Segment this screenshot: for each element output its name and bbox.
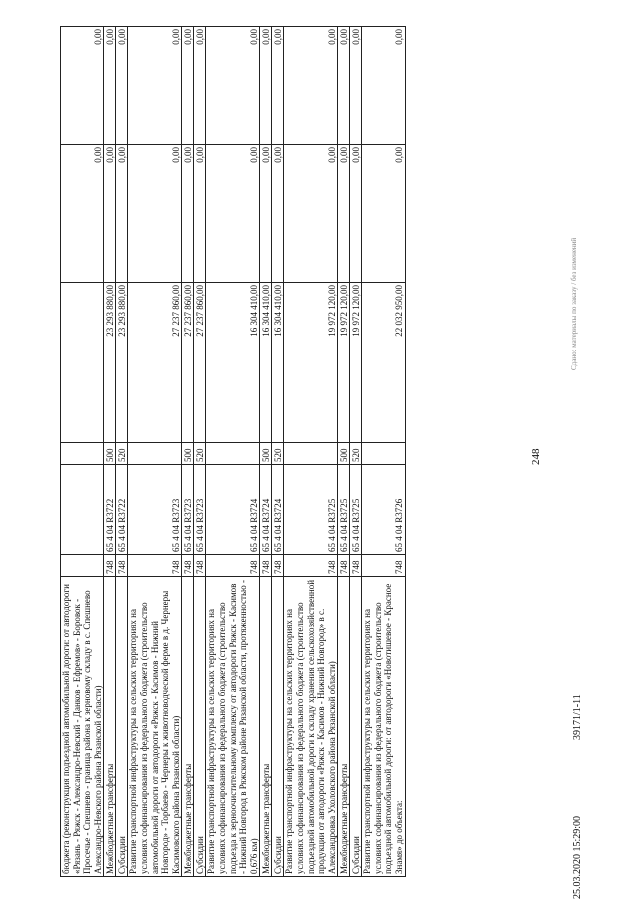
row-name-cell: Межбюджетные трансферты	[104, 577, 116, 877]
amount-2020-cell: 19 972 120,00	[350, 283, 362, 443]
grbs-code-cell: 748	[260, 555, 272, 577]
amount-2021-cell: 0,00	[362, 145, 405, 283]
row-name-cell: бюджета (реконструкция подъездной автомобильной дороги: от автодороги «Рязань - Ряжск - Александро-Невский - Данков - Ефремов» - Боровок - Просечье - Спешнево - граница района к зерновому складу в с. Спешнево Александро-Невского района Рязанской области)	[61, 577, 104, 877]
grbs-code-cell: 748	[182, 555, 194, 577]
table-row	[61, 27, 104, 877]
kcsr-code-cell: 65 4 04 R3724	[272, 465, 284, 555]
table-row	[284, 27, 338, 877]
grbs-code-cell: 748	[128, 555, 182, 577]
vr-code-cell	[128, 443, 182, 465]
table-row	[104, 27, 116, 877]
grbs-code-cell: 748	[104, 555, 116, 577]
amount-2021-cell: 0,00	[116, 145, 128, 283]
amount-2021-cell: 0,00	[338, 145, 350, 283]
table-row	[260, 27, 272, 877]
vr-code-cell: 520	[194, 443, 206, 465]
kcsr-code-cell: 65 4 04 R3725	[284, 465, 338, 555]
vr-code-cell	[61, 443, 104, 465]
row-name-cell: Субсидии	[350, 577, 362, 877]
amount-2020-cell: 16 304 410,00	[260, 283, 272, 443]
kcsr-code-cell	[61, 465, 104, 555]
row-name-cell: Межбюджетные трансферты	[182, 577, 194, 877]
kcsr-code-cell: 65 4 04 R3722	[116, 465, 128, 555]
kcsr-code-cell: 65 4 04 R3725	[338, 465, 350, 555]
amount-2020-cell: 27 237 860,00	[194, 283, 206, 443]
table-row	[362, 27, 405, 877]
grbs-code-cell: 748	[116, 555, 128, 577]
amount-2022-cell: 0,00	[272, 27, 284, 145]
grbs-code-cell: 748	[284, 555, 338, 577]
amount-2020-cell: 22 032 950,00	[362, 283, 405, 443]
kcsr-code-cell: 65 4 04 R3722	[104, 465, 116, 555]
amount-2022-cell: 0,00	[182, 27, 194, 145]
amount-2020-cell: 23 293 880,00	[104, 283, 116, 443]
amount-2022-cell: 0,00	[338, 27, 350, 145]
amount-2021-cell: 0,00	[128, 145, 182, 283]
amount-2021-cell: 0,00	[350, 145, 362, 283]
amount-2021-cell: 0,00	[260, 145, 272, 283]
grbs-code-cell: 748	[350, 555, 362, 577]
footer-date: 25.03.2020 15:29:00	[572, 815, 583, 899]
table-row	[206, 27, 260, 877]
registration-stamp: Сдано: материалы по заказу / без изменений	[570, 237, 578, 370]
table-row	[194, 27, 206, 877]
amount-2022-cell: 0,00	[104, 27, 116, 145]
amount-2020-cell: 23 293 880,00	[116, 283, 128, 443]
kcsr-code-cell: 65 4 04 R3723	[194, 465, 206, 555]
vr-code-cell: 500	[182, 443, 194, 465]
amount-2021-cell: 0,00	[61, 145, 104, 283]
amount-2020-cell: 27 237 860,00	[182, 283, 194, 443]
amount-2022-cell: 0,00	[116, 27, 128, 145]
table-row	[128, 27, 182, 877]
table-row	[338, 27, 350, 877]
grbs-code-cell: 748	[338, 555, 350, 577]
vr-code-cell	[206, 443, 260, 465]
vr-code-cell	[284, 443, 338, 465]
kcsr-code-cell: 65 4 04 R3723	[128, 465, 182, 555]
kcsr-code-cell: 65 4 04 R3726	[362, 465, 405, 555]
row-name-cell: Развитие транспортной инфраструктуры на сельских территориях на условиях софинансирования из федерального бюджета (строительство автомобильной дороги от автодороги «Ряжск - Касимов - Нижний Новгород» - Торбаево - Чернеры к животноводческой ферме в д. Чернеры Касимовского района Рязанской области)	[128, 577, 182, 877]
vr-code-cell: 520	[272, 443, 284, 465]
grbs-code-cell: 748	[362, 555, 405, 577]
amount-2022-cell: 0,00	[284, 27, 338, 145]
grbs-code-cell: 748	[206, 555, 260, 577]
row-name-cell: Субсидии	[194, 577, 206, 877]
table-row	[116, 27, 128, 877]
amount-2021-cell: 0,00	[284, 145, 338, 283]
amount-2020-cell: 16 304 410,00	[206, 283, 260, 443]
footer-code: 39171/1-11	[572, 694, 583, 740]
amount-2022-cell: 0,00	[61, 27, 104, 145]
row-name-cell: Межбюджетные трансферты	[260, 577, 272, 877]
amount-2021-cell: 0,00	[272, 145, 284, 283]
vr-code-cell	[362, 443, 405, 465]
table-row	[272, 27, 284, 877]
vr-code-cell: 500	[104, 443, 116, 465]
amount-2020-cell	[61, 283, 104, 443]
grbs-code-cell: 748	[272, 555, 284, 577]
amount-2022-cell: 0,00	[128, 27, 182, 145]
row-name-cell: Развитие транспортной инфраструктуры на сельских территориях на условиях софинансирования из федерального бюджета (строительство подъездной автомобильной дороги: от автодороги «Новотишевое - Красное Знамя» до объекта:	[362, 577, 405, 877]
amount-2020-cell: 27 237 860,00	[128, 283, 182, 443]
row-name-cell: Развитие транспортной инфраструктуры на сельских территориях на условиях софинансирования из федерального бюджета (строительство подъезда к зерноочистительному комплексу от автодороги Ряжск - Касимов - Нижний Новгород в Ряжском районе Рязанской области, протяженностью - 0,676 км)	[206, 577, 260, 877]
row-name-cell: Субсидии	[272, 577, 284, 877]
amount-2021-cell: 0,00	[206, 145, 260, 283]
kcsr-code-cell: 65 4 04 R3724	[206, 465, 260, 555]
amount-2022-cell: 0,00	[260, 27, 272, 145]
budget-table	[60, 26, 406, 877]
kcsr-code-cell: 65 4 04 R3724	[260, 465, 272, 555]
amount-2021-cell: 0,00	[194, 145, 206, 283]
row-name-cell: Межбюджетные трансферты	[338, 577, 350, 877]
vr-code-cell: 520	[350, 443, 362, 465]
vr-code-cell: 500	[260, 443, 272, 465]
page-number: 248	[530, 448, 542, 465]
grbs-code-cell: 748	[194, 555, 206, 577]
kcsr-code-cell: 65 4 04 R3725	[350, 465, 362, 555]
vr-code-cell: 500	[338, 443, 350, 465]
vr-code-cell: 520	[116, 443, 128, 465]
amount-2020-cell: 16 304 410,00	[272, 283, 284, 443]
amount-2021-cell: 0,00	[182, 145, 194, 283]
amount-2022-cell: 0,00	[350, 27, 362, 145]
table-row	[182, 27, 194, 877]
amount-2022-cell: 0,00	[194, 27, 206, 145]
table-row	[350, 27, 362, 877]
amount-2021-cell: 0,00	[104, 145, 116, 283]
amount-2022-cell: 0,00	[362, 27, 405, 145]
amount-2020-cell: 19 972 120,00	[284, 283, 338, 443]
row-name-cell: Развитие транспортной инфраструктуры на сельских территориях на условиях софинансирования из федерального бюджета (строительство подъездной автомобильной дороги к складу хранения сельскохозяйственной продукции от автодороги «Ряжск - Касимов - Нижний Новгород» в с. Александровка Ухоловского района Рязанской области)	[284, 577, 338, 877]
amount-2022-cell: 0,00	[206, 27, 260, 145]
amount-2020-cell: 19 972 120,00	[338, 283, 350, 443]
grbs-code-cell	[61, 555, 104, 577]
kcsr-code-cell: 65 4 04 R3723	[182, 465, 194, 555]
row-name-cell: Субсидии	[116, 577, 128, 877]
